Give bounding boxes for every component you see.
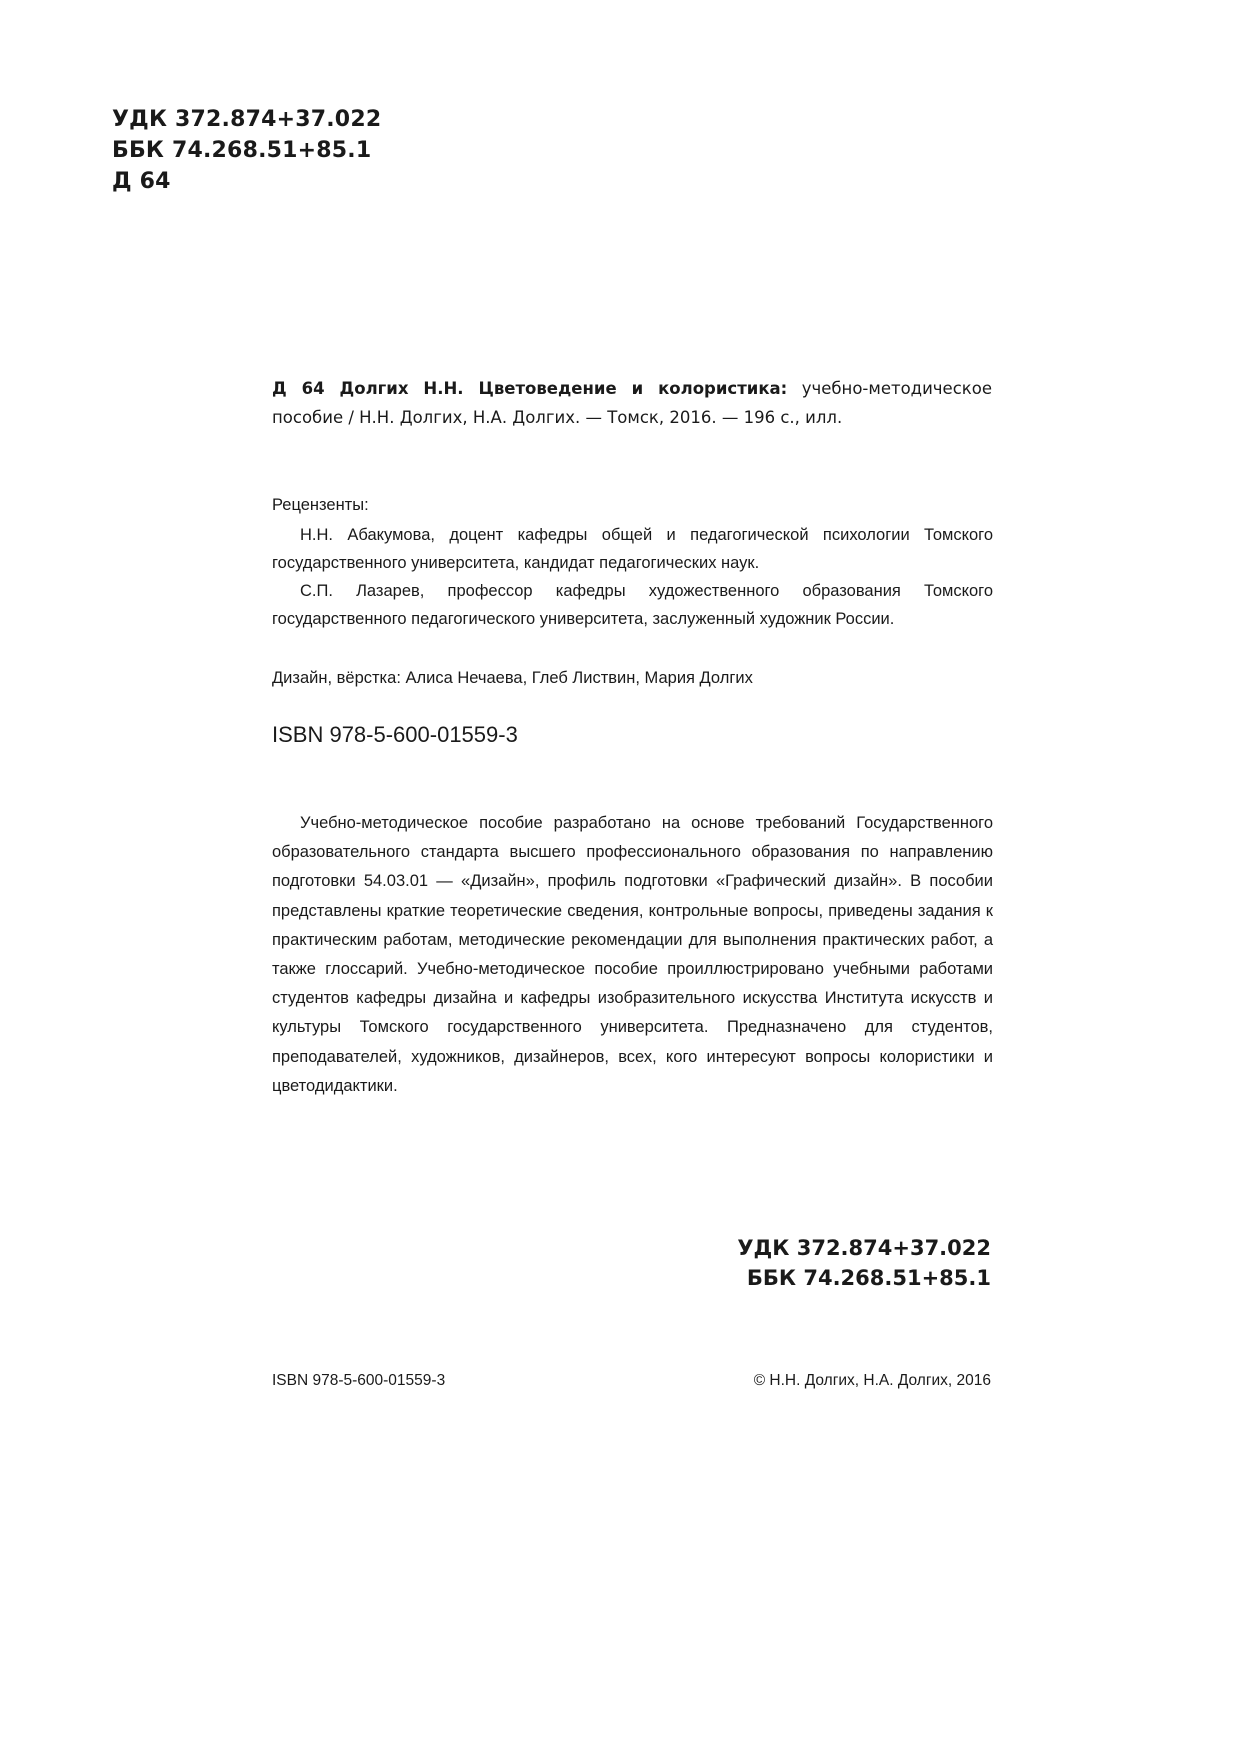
bbk-code: ББК 74.268.51+85.1: [746, 1266, 991, 1290]
bibliographic-heading: Д 64 Долгих Н.Н. Цветоведение и колористика:: [272, 379, 788, 398]
reviewers-section: [272, 491, 993, 633]
reviewer-item: Н.Н. Абакумова, доцент кафедры общей и педагогической психологии Томского государственного университета, кандидат педагогических наук.: [272, 526, 993, 572]
author-mark: Д 64: [112, 169, 171, 194]
udk-code: УДК 372.874+37.022: [737, 1236, 991, 1260]
footer-isbn: ISBN 978-5-600-01559-3: [272, 1372, 446, 1389]
copyright-notice: © Н.Н. Долгих, Н.А. Долгих, 2016: [753, 1372, 991, 1389]
udk-code: УДК 372.874+37.022: [112, 107, 382, 132]
reviewers-label: Рецензенты:: [272, 496, 369, 514]
isbn-main: ISBN 978-5-600-01559-3: [272, 722, 518, 747]
design-credits: Дизайн, вёрстка: Алиса Нечаева, Глеб Листвин, Мария Долгих: [272, 669, 753, 687]
bbk-code: ББК 74.268.51+85.1: [112, 138, 372, 163]
top-classification-codes: [112, 104, 381, 197]
annotation-text: Учебно-методическое пособие разработано на основе требований Государственного образовательного стандарта высшего профессионального образования по направлению подготовки 54.03.01 — «Дизайн», профиль подготовки «Графический дизайн». В пособии представлены краткие теоретические сведения, контрольные вопросы, приведены задания к практическим работам, методические рекомендации для выполнения практических работ, а также глоссарий. Учебно-методическое пособие проиллюстрировано учебными работами студентов кафедры дизайна и кафедры изобразительного искусства Института искусств и культуры Томского государственного университета. Предназначено для студентов, преподавателей, художников, дизайнеров, всех, кого интересуют вопросы колористики и цветодидактики.: [272, 814, 993, 1095]
bibliographic-details: учебно-методическое пособие / Н.Н. Долгих, Н.А. Долгих. — Томск, 2016. — 196 с., илл.: [272, 379, 992, 427]
bibliographic-entry: [272, 374, 992, 432]
reviewer-item: С.П. Лазарев, профессор кафедры художественного образования Томского государственного педагогического университета, заслуженный художник России.: [272, 582, 993, 628]
bottom-classification-codes: [737, 1233, 991, 1293]
